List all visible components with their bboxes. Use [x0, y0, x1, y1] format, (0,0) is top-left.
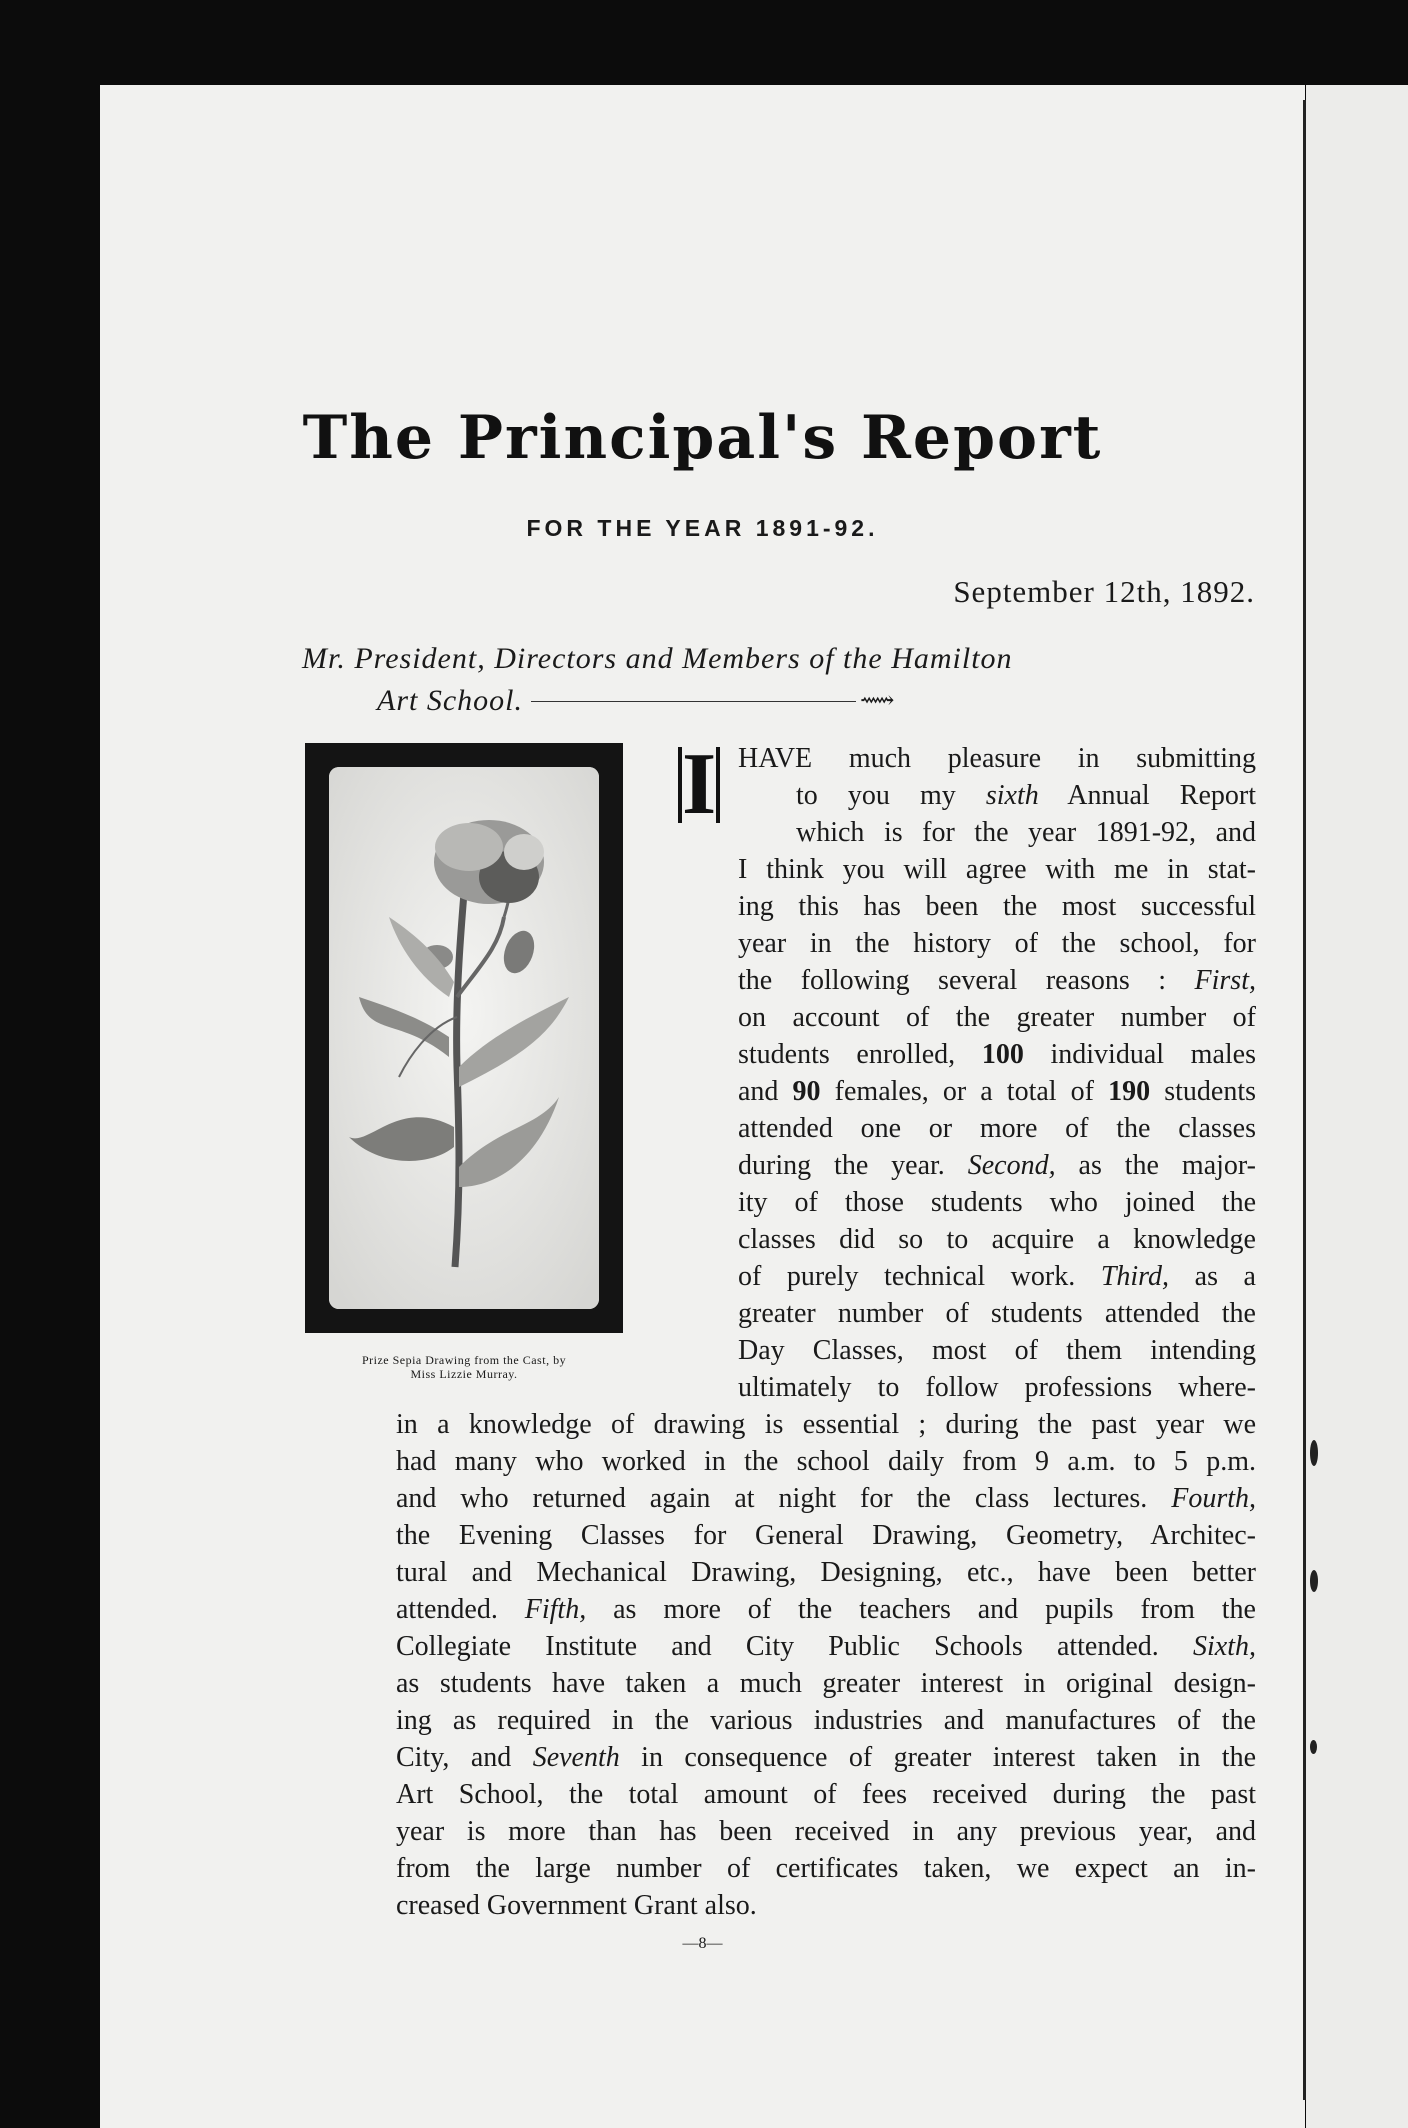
text-run: females, or a total of [820, 1076, 1109, 1107]
body-line-25 [396, 1628, 1256, 1665]
body-line-17: Day Classes, most of them intending [738, 1335, 1256, 1366]
body-line-18: ultimately to follow professions where- [738, 1372, 1256, 1403]
text-run: to you my [796, 780, 986, 811]
caption-line-1: Prize Sepia Drawing from the Cast, by [361, 1353, 567, 1367]
report-subtitle: FOR THE YEAR 1891-92. [526, 515, 879, 541]
flourish-ornament-icon: ⟿ [860, 688, 896, 714]
text-run: Annual Report [1038, 780, 1257, 811]
text-run: the following several reasons : [738, 965, 1195, 996]
text-run: and who returned again at night for the class lectures. [396, 1483, 1172, 1514]
text-run: HAVE much pleasure in submitting [738, 743, 1256, 774]
adjacent-page-edge [1306, 85, 1408, 2128]
body-line-15 [738, 1258, 1256, 1295]
text-run: and [738, 1076, 793, 1107]
body-line-16: greater number of students attended the [738, 1298, 1256, 1329]
caption-line-2: Miss Lizzie Murray. [410, 1367, 518, 1381]
text-run-italic: sixth [985, 780, 1039, 811]
scan-speck [1310, 1570, 1318, 1592]
body-line-24 [396, 1591, 1256, 1628]
text-run-bold: 190 [1108, 1076, 1151, 1107]
body-line-28 [396, 1739, 1256, 1776]
text-run: as more of the teachers and pupils from the [586, 1594, 1256, 1625]
page-gutter [1303, 100, 1306, 2100]
text-run-italic: Seventh [532, 1742, 620, 1773]
text-run: students [1150, 1076, 1256, 1107]
text-run: in consequence of greater interest taken in the [619, 1742, 1256, 1773]
body-line-5: ing this has been the most successful [738, 891, 1256, 922]
text-run-italic: Third, [1100, 1261, 1170, 1292]
report-date: September 12th, 1892. [953, 574, 1255, 609]
text-run: students enrolled, [738, 1039, 982, 1070]
text-run: as the major- [1055, 1150, 1256, 1181]
body-line-7 [738, 962, 1256, 999]
text-run-italic: Second, [967, 1150, 1056, 1181]
body-line-23: tural and Mechanical Drawing, Designing, etc., have been better [396, 1557, 1256, 1588]
salutation [302, 638, 1013, 722]
text-run: as a [1169, 1261, 1256, 1292]
report-title: The Principal's Report [302, 403, 1103, 473]
text-run: City, and [396, 1742, 533, 1773]
text-run-bold: 100 [981, 1039, 1024, 1070]
salutation-line-1: Mr. President, Directors and Members of the Hamilton [302, 642, 1013, 675]
report-page [100, 85, 1305, 2128]
salutation-rule [531, 701, 856, 702]
drop-cap: I [678, 747, 720, 823]
body-line-11: attended one or more of the classes [738, 1113, 1256, 1144]
text-run-italic: First, [1194, 965, 1256, 996]
text-run-italic: Fourth, [1171, 1483, 1256, 1514]
body-line-14: classes did so to acquire a knowledge [738, 1224, 1256, 1255]
body-line-4: I think you will agree with me in stat- [738, 854, 1256, 885]
body-line-21 [396, 1480, 1256, 1517]
page-number: —8— [682, 1935, 723, 1952]
body-line-31: from the large number of certificates taken, we expect an in- [396, 1853, 1256, 1884]
salutation-addressee: Art School. [377, 684, 523, 717]
body-line-8: on account of the greater number of [738, 1002, 1256, 1033]
body-line-12 [738, 1147, 1256, 1184]
scan-speck [1310, 1740, 1317, 1754]
body-line-27: ing as required in the various industries and manufactures of the [396, 1705, 1256, 1736]
body-line-13: ity of those students who joined the [738, 1187, 1256, 1218]
body-line-10 [738, 1073, 1256, 1110]
text-run: attended. [396, 1594, 525, 1625]
text-run-bold: 90 [792, 1076, 821, 1107]
text-run: during the year. [738, 1150, 968, 1181]
body-line-30: year is more than has been received in any previous year, and [396, 1816, 1256, 1847]
body-line-19: in a knowledge of drawing is essential ; during the past year we [396, 1409, 1256, 1440]
body-line-20: had many who worked in the school daily from 9 a.m. to 5 p.m. [396, 1446, 1256, 1477]
body-line-26: as students have taken a much greater interest in original design- [396, 1668, 1256, 1699]
body-line-3: which is for the year 1891-92, and [796, 817, 1256, 848]
scan-speck [1310, 1440, 1318, 1466]
body-line-22: the Evening Classes for General Drawing, Geometry, Architec- [396, 1520, 1256, 1551]
body-line-29: Art School, the total amount of fees received during the past [396, 1779, 1256, 1810]
text-run: individual males [1023, 1039, 1256, 1070]
body-line-9 [738, 1036, 1256, 1073]
body-line-2 [796, 777, 1256, 814]
text-run-italic: Fifth, [524, 1594, 587, 1625]
salutation-line-2 [302, 680, 1013, 722]
text-run: Collegiate Institute and City Public Schools attended. [396, 1631, 1193, 1662]
body-line-32: creased Government Grant also. [396, 1890, 757, 1921]
text-run: of purely technical work. [738, 1261, 1101, 1292]
body-line-6: year in the history of the school, for [738, 928, 1256, 959]
report-body [396, 740, 1256, 1924]
text-run-italic: Sixth, [1193, 1631, 1256, 1662]
